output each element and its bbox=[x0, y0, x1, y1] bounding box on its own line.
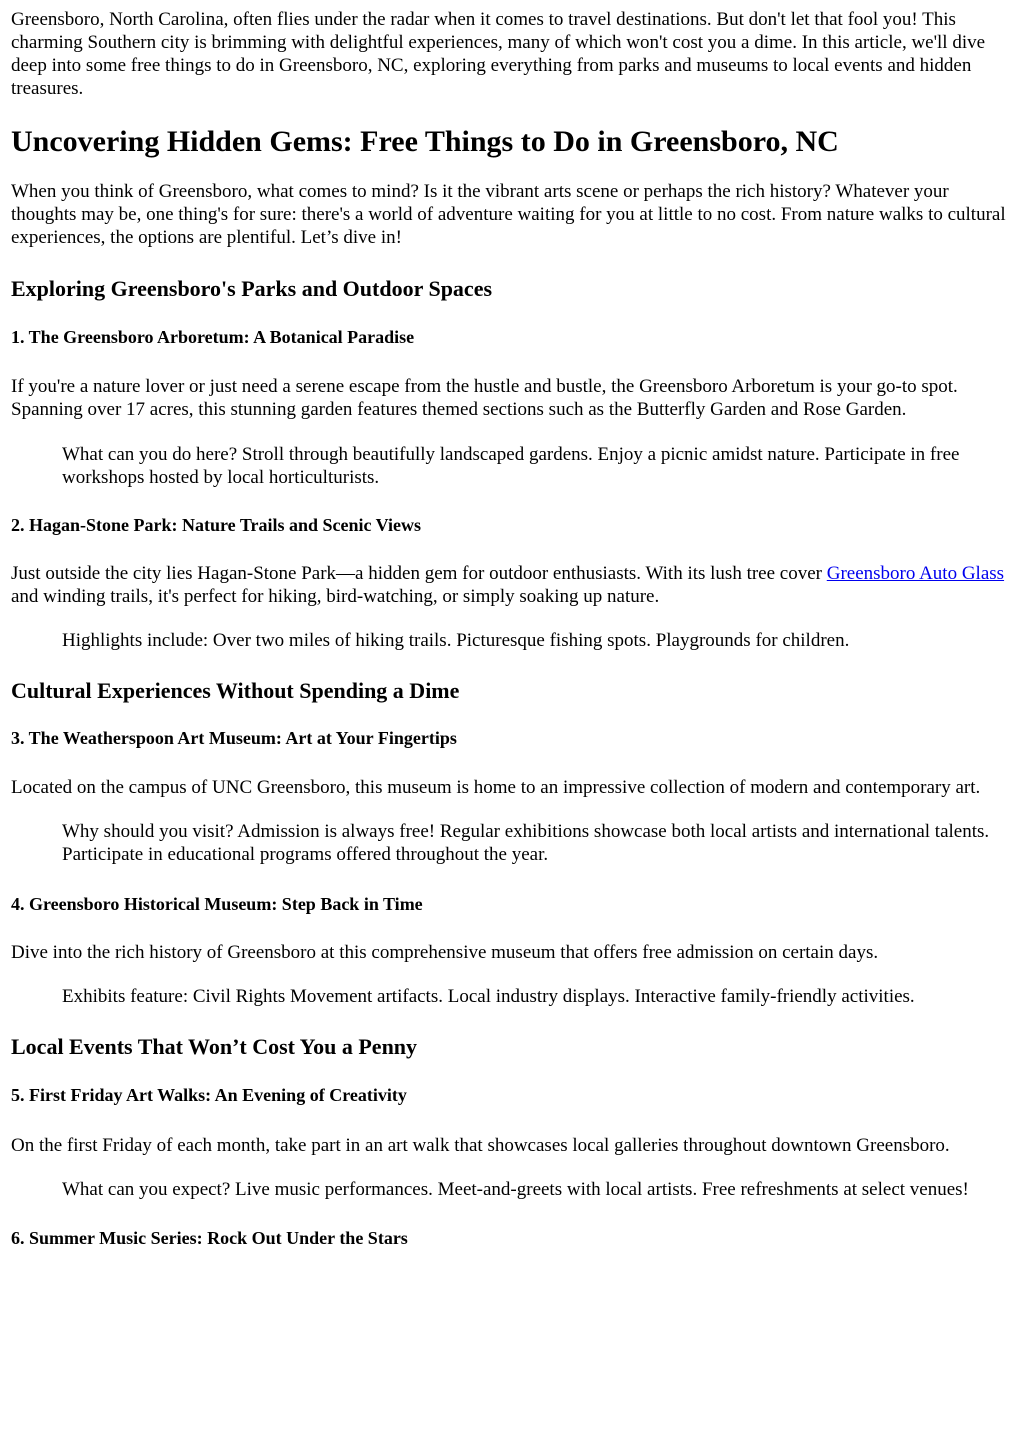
quote-historical-museum: Exhibits feature: Civil Rights Movement artifacts. Local industry displays. Interactive family-friendly activities. bbox=[62, 986, 915, 1007]
quote-weatherspoon: Why should you visit? Admission is always free! Regular exhibitions showcase both local artists and international talents. Participate in educational programs offered throughout the year. bbox=[62, 821, 990, 865]
quote-arboretum: What can you do here? Stroll through beautifully landscaped gardens. Enjoy a picnic amidst nature. Participate in free workshops hosted by local horticulturists. bbox=[62, 444, 960, 488]
intro-paragraph: Greensboro, North Carolina, often flies under the radar when it comes to travel destinations. But don't let that fool you! This charming Southern city is brimming with delightful experiences, many of which won't cost you a dime. In this article, we'll dive deep into some free things to do in Greensboro, NC, exploring everything from parks and museums to local events and hidden treasures. bbox=[11, 9, 986, 99]
section-heading-parks: Exploring Greensboro's Parks and Outdoor Spaces bbox=[11, 276, 493, 301]
section-heading-culture: Cultural Experiences Without Spending a Dime bbox=[11, 678, 460, 703]
article bbox=[11, 8, 1007, 1249]
subheading-summer-music: 6. Summer Music Series: Rock Out Under the Stars bbox=[11, 1228, 408, 1248]
paragraph-arboretum: If you're a nature lover or just need a serene escape from the hustle and bustle, the Greensboro Arboretum is your go-to spot. Spanning over 17 acres, this stunning garden features themed sections such as the Butterfly Garden and Rose Garden. bbox=[11, 376, 958, 420]
subheading-arboretum: 1. The Greensboro Arboretum: A Botanical Paradise bbox=[11, 327, 415, 347]
paragraph-weatherspoon: Located on the campus of UNC Greensboro, this museum is home to an impressive collection of modern and contemporary art. bbox=[11, 777, 981, 798]
subheading-first-friday: 5. First Friday Art Walks: An Evening of Creativity bbox=[11, 1085, 407, 1105]
greensboro-auto-glass-link[interactable]: Greensboro Auto Glass bbox=[826, 563, 1005, 584]
hagan-text-after: and winding trails, it's perfect for hiking, bird-watching, or simply soaking up nature. bbox=[11, 586, 660, 607]
paragraph-first-friday: On the first Friday of each month, take part in an art walk that showcases local galleries throughout downtown Greensboro. bbox=[11, 1135, 950, 1156]
hagan-text-before: Just outside the city lies Hagan-Stone Park—a hidden gem for outdoor enthusiasts. With its lush tree cover bbox=[11, 563, 827, 584]
subheading-historical-museum: 4. Greensboro Historical Museum: Step Back in Time bbox=[11, 894, 423, 914]
subheading-weatherspoon: 3. The Weatherspoon Art Museum: Art at Your Fingertips bbox=[11, 728, 457, 748]
paragraph-hagan-stone bbox=[11, 562, 1007, 608]
page-title: Uncovering Hidden Gems: Free Things to Do in Greensboro, NC bbox=[11, 125, 839, 158]
lead-paragraph: When you think of Greensboro, what comes to mind? Is it the vibrant arts scene or perhaps the rich history? Whatever your thoughts may be, one thing's for sure: there's a world of adventure waiting for you at little to no cost. From nature walks to cultural experiences, the options are plentiful. Let’s dive in! bbox=[11, 181, 1006, 248]
quote-hagan-stone: Highlights include: Over two miles of hiking trails. Picturesque fishing spots. Playgrounds for children. bbox=[62, 630, 850, 651]
subheading-hagan-stone: 2. Hagan-Stone Park: Nature Trails and Scenic Views bbox=[11, 515, 422, 535]
section-heading-events: Local Events That Won’t Cost You a Penny bbox=[11, 1034, 418, 1059]
quote-first-friday: What can you expect? Live music performances. Meet-and-greets with local artists. Free refreshments at select venues! bbox=[62, 1179, 969, 1200]
paragraph-historical-museum: Dive into the rich history of Greensboro at this comprehensive museum that offers free admission on certain days. bbox=[11, 942, 879, 963]
